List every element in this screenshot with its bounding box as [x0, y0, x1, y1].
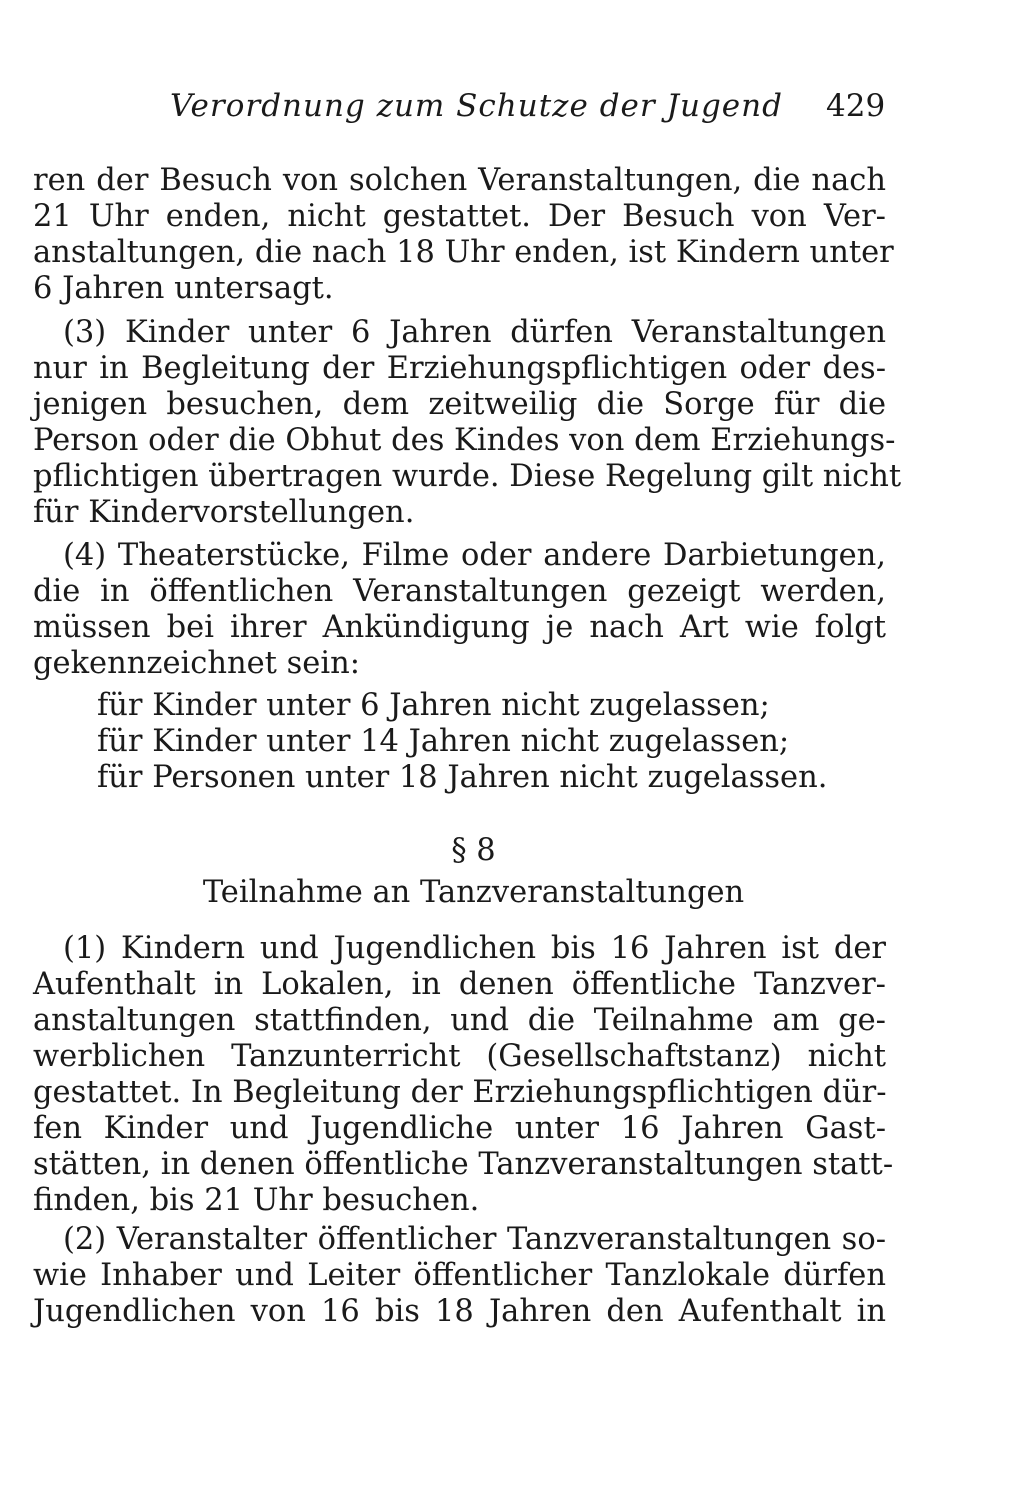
text-line: 21 Uhr enden, nicht gestattet. Der Besuch von Ver-	[33, 199, 886, 234]
section-number: § 8	[451, 833, 496, 868]
section-8-paragraph-1-line: finden, bis 21 Uhr besuchen.	[33, 1183, 480, 1218]
section-8-paragraph-2-line: Jugendlichen von 16 bis 18 Jahren den Aufenthalt in	[33, 1294, 886, 1329]
paragraph-3-line: für Kindervorstellungen.	[33, 495, 415, 530]
section-8-paragraph-2-line: wie Inhaber und Leiter öffentlicher Tanzlokale dürfen	[33, 1258, 886, 1293]
rating-list-item: für Personen unter 18 Jahren nicht zugelassen.	[97, 760, 828, 795]
paragraph-4-line: gekennzeichnet sein:	[33, 646, 361, 681]
paragraph-3-line: Person oder die Obhut des Kindes von dem Erziehungs-	[33, 423, 896, 458]
paragraph-4-line: müssen bei ihrer Ankündigung je nach Art wie folgt	[33, 610, 886, 645]
paragraph-3-line: jenigen besuchen, dem zeitweilig die Sorge für die	[33, 387, 886, 422]
section-8-paragraph-1-line: gestattet. In Begleitung der Erziehungspflichtigen dür-	[33, 1075, 887, 1110]
section-8-paragraph-1-line: anstaltungen stattfinden, und die Teilnahme am ge-	[33, 1003, 886, 1038]
page-number: 429	[826, 88, 886, 124]
section-8-paragraph-1-line: (1) Kindern und Jugendlichen bis 16 Jahren ist der	[63, 931, 886, 966]
paragraph-3-line: (3) Kinder unter 6 Jahren dürfen Veranstaltungen	[63, 315, 886, 350]
paragraph-3-line: nur in Begleitung der Erziehungspflichtigen oder des-	[33, 351, 886, 386]
running-header: Verordnung zum Schutze der Jugend	[170, 88, 783, 124]
rating-list-item: für Kinder unter 14 Jahren nicht zugelassen;	[97, 724, 790, 759]
paragraph-4-line: die in öffentlichen Veranstaltungen gezeigt werden,	[33, 574, 886, 609]
section-title: Teilnahme an Tanzveranstaltungen	[202, 875, 745, 910]
rating-list-item: für Kinder unter 6 Jahren nicht zugelassen;	[97, 688, 770, 723]
paragraph-4-line: (4) Theaterstücke, Filme oder andere Darbietungen,	[63, 538, 886, 573]
section-8-paragraph-1-line: werblichen Tanzunterricht (Gesellschaftstanz) nicht	[33, 1039, 886, 1074]
section-8-paragraph-1-line: Aufenthalt in Lokalen, in denen öffentliche Tanzver-	[33, 967, 886, 1002]
text-line: anstaltungen, die nach 18 Uhr enden, ist Kindern unter	[33, 235, 894, 270]
paragraph-3-line: pflichtigen übertragen wurde. Diese Regelung gilt nicht	[33, 459, 902, 494]
section-8-paragraph-1-line: fen Kinder und Jugendliche unter 16 Jahren Gast-	[33, 1111, 886, 1146]
text-line: 6 Jahren untersagt.	[33, 271, 334, 306]
section-8-paragraph-2-line: (2) Veranstalter öffentlicher Tanzveranstaltungen so-	[63, 1222, 886, 1257]
section-8-paragraph-1-line: stätten, in denen öffentliche Tanzveranstaltungen statt-	[33, 1147, 894, 1182]
text-line: ren der Besuch von solchen Veranstaltungen, die nach	[33, 163, 886, 198]
